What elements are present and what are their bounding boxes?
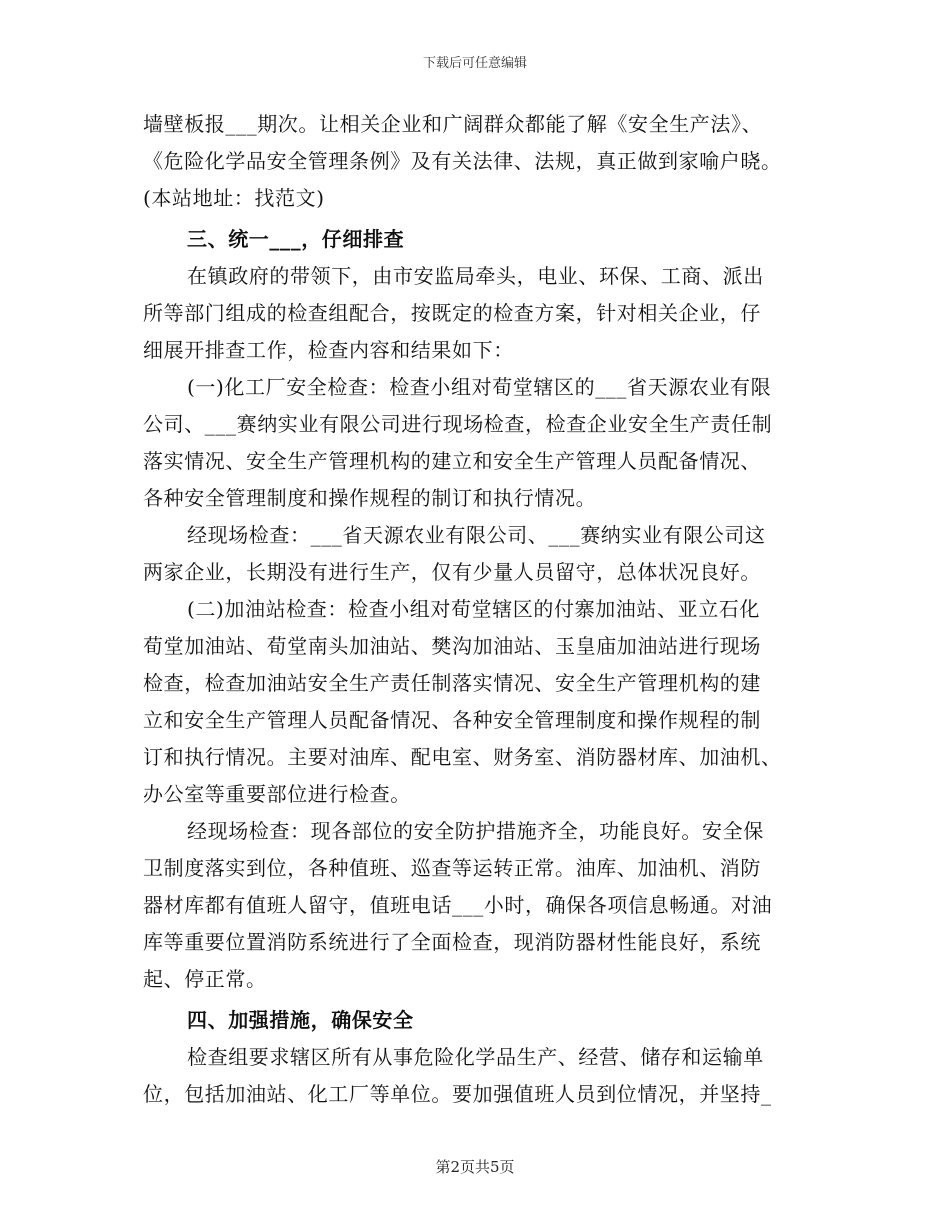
section-heading-4: 四、加强措施，确保安全 — [187, 1008, 414, 1032]
body-line: 落实情况、安全生产管理机构的建立和安全生产管理人员配备情况、 — [143, 449, 761, 473]
document-body — [143, 106, 807, 1113]
body-line: 办公室等重要部位进行检查。 — [143, 782, 411, 806]
body-line: 《危险化学品安全管理条例》及有关法律、法规，真正做到家喻户晓。 — [143, 149, 782, 173]
body-line: 经现场检查：现各部位的安全防护措施齐全，功能良好。安全保 — [187, 819, 764, 843]
body-line: 在镇政府的带领下，由市安监局牵头，电业、环保、工商、派出 — [187, 264, 764, 288]
body-line: (一)化工厂安全检查：检查小组对荀堂辖区的___省天源农业有限 — [187, 375, 772, 399]
body-line: 荀堂加油站、荀堂南头加油站、樊沟加油站、玉皇庙加油站进行现场 — [143, 634, 761, 658]
body-line: 墙壁板报___期次。让相关企业和广阔群众都能了解《安全生产法》、 — [143, 112, 763, 136]
body-line: (二)加油站检查：检查小组对荀堂辖区的付寨加油站、亚立石化 — [187, 597, 761, 621]
body-line: 所等部门组成的检查组配合，按既定的检查方案，针对相关企业，仔 — [143, 301, 761, 325]
body-line: 两家企业，长期没有进行生产，仅有少量人员留守，总体状况良好。 — [143, 560, 761, 584]
body-line: (本站地址：找范文) — [143, 186, 325, 210]
body-line: 器材库都有值班人留守，值班电话___小时，确保各项信息畅通。对油 — [143, 893, 773, 917]
body-line: 订和执行情况。主要对油库、配电室、财务室、消防器材库、加油机、 — [143, 745, 782, 769]
body-line: 检查组要求辖区所有从事危险化学品生产、经营、储存和运输单 — [187, 1045, 764, 1069]
body-line: 各种安全管理制度和操作规程的制订和执行情况。 — [143, 486, 597, 510]
body-line: 位，包括加油站、化工厂等单位。要加强值班人员到位情况，并坚持_ — [143, 1082, 772, 1106]
body-line: 卫制度落实到位，各种值班、巡查等运转正常。油库、加油机、消防 — [143, 856, 761, 880]
body-line: 公司、___赛纳实业有限公司进行现场检查，检查企业安全生产责任制 — [143, 412, 773, 436]
page-header: 下载后可任意编辑 — [422, 56, 527, 71]
body-line: 库等重要位置消防系统进行了全面检查，现消防器材性能良好，系统 — [143, 930, 761, 954]
body-line: 细展开排查工作，检查内容和结果如下： — [143, 338, 514, 362]
body-line: 经现场检查：___省天源农业有限公司、___赛纳实业有限公司这 — [187, 523, 766, 547]
body-line: 立和安全生产管理人员配备情况、各种安全管理制度和操作规程的制 — [143, 708, 761, 732]
section-heading-3: 三、统一___，仔细排查 — [187, 227, 405, 251]
page-footer: 第2页共5页 — [435, 1158, 515, 1176]
body-line: 起、停正常。 — [143, 967, 267, 991]
body-line: 检查，检查加油站安全生产责任制落实情况、安全生产管理机构的建 — [143, 671, 761, 695]
